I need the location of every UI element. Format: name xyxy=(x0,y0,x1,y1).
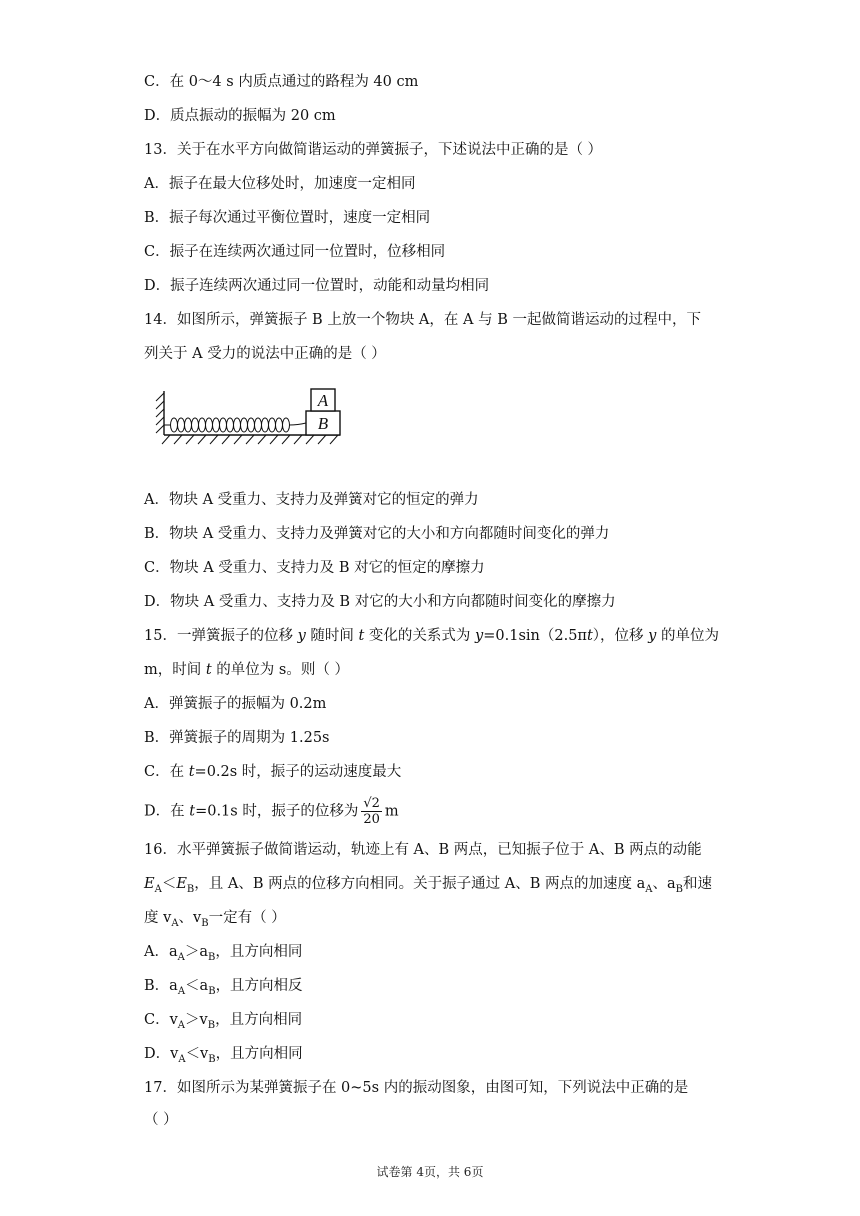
q12-option-c: C．在 0～4 s 内质点通过的路程为 40 cm xyxy=(144,74,419,90)
q16-option-b: B．$a_A<a_B$，且方向相反 xyxy=(144,978,303,997)
q13-stem: 13．关于在水平方向做简谐运动的弹簧振子，下述说法中正确的是（ ） xyxy=(144,142,603,158)
q17-stem-line1: 17．如图所示为某弹簧振子在 0~5s 内的振动图象，由图可知，下列说法中正确的是 xyxy=(144,1080,689,1096)
q16-option-c: C．$v_A>v_B$，且方向相同 xyxy=(144,1012,303,1031)
q16-stem-line1: 16．水平弹簧振子做简谐运动，轨迹上有 A、B 两点，已知振子位于 A、B 两点的动能 xyxy=(144,842,702,858)
q13-option-b: B．振子每次通过平衡位置时，速度一定相同 xyxy=(144,210,431,226)
q13-option-c: C．振子在连续两次通过同一位置时，位移相同 xyxy=(144,244,446,260)
q12-option-d: D．质点振动的振幅为 20 cm xyxy=(144,108,336,124)
q13-option-a: A．振子在最大位移处时，加速度一定相同 xyxy=(144,176,416,192)
q16-stem-line3: 度 $v_A$、$v_B$一定有（ ） xyxy=(144,910,286,929)
block-b-label: B xyxy=(317,414,329,433)
q15-stem-line1: 15．一弹簧振子的位移 y 随时间 t 变化的关系式为 y=0.1sin（2.5πt），位移 y 的单位为 xyxy=(144,628,719,644)
q14-stem-line1: 14．如图所示，弹簧振子 B 上放一个物块 A，在 A 与 B 一起做简谐运动的过程中，下 xyxy=(144,312,701,328)
q16-stem-line2: $E_A<E_B$，且 A、B 两点的位移方向相同。关于振子通过 A、B 两点的加速度 $a_A$、$a_B$和速 xyxy=(144,876,712,895)
q14-option-a: A．物块 A 受重力、支持力及弹簧对它的恒定的弹力 xyxy=(144,492,479,508)
q15-option-d: D．在 t=0.1s 时，振子的位移为 $\frac{√2}{20}$ m xyxy=(144,796,399,827)
q14-stem-line2: 列关于 A 受力的说法中正确的是（ ） xyxy=(144,346,386,362)
q16-option-a: A．$a_A>a_B$，且方向相同 xyxy=(144,944,303,963)
page-footer: 试卷第 4页，共 6页 xyxy=(376,1165,484,1179)
q14-option-d: D．物块 A 受重力、支持力及 B 对它的大小和方向都随时间变化的摩擦力 xyxy=(144,594,616,610)
q17-stem-line2: （ ） xyxy=(144,1112,178,1128)
q14-option-b: B．物块 A 受重力、支持力及弹簧对它的大小和方向都随时间变化的弹力 xyxy=(144,526,610,542)
q14-option-c: C．物块 A 受重力、支持力及 B 对它的恒定的摩擦力 xyxy=(144,560,485,576)
q15-option-c: C．在 t=0.2s 时，振子的运动速度最大 xyxy=(144,764,402,780)
block-a-label: A xyxy=(317,391,329,410)
spring-oscillator-figure xyxy=(150,383,350,453)
q16-option-d: D．$v_A<v_B$，且方向相同 xyxy=(144,1046,303,1065)
spring xyxy=(164,418,306,432)
q15-stem-line2: m，时间 t 的单位为 s。则（ ） xyxy=(144,662,349,678)
q15-option-b: B．弹簧振子的周期为 1.25s xyxy=(144,730,330,746)
q13-option-d: D．振子连续两次通过同一位置时，动能和动量均相同 xyxy=(144,278,490,294)
q15-option-a: A．弹簧振子的振幅为 0.2m xyxy=(144,696,327,712)
fraction-sqrt2-over-20: $\frac{√2}{20}$ xyxy=(363,796,380,827)
